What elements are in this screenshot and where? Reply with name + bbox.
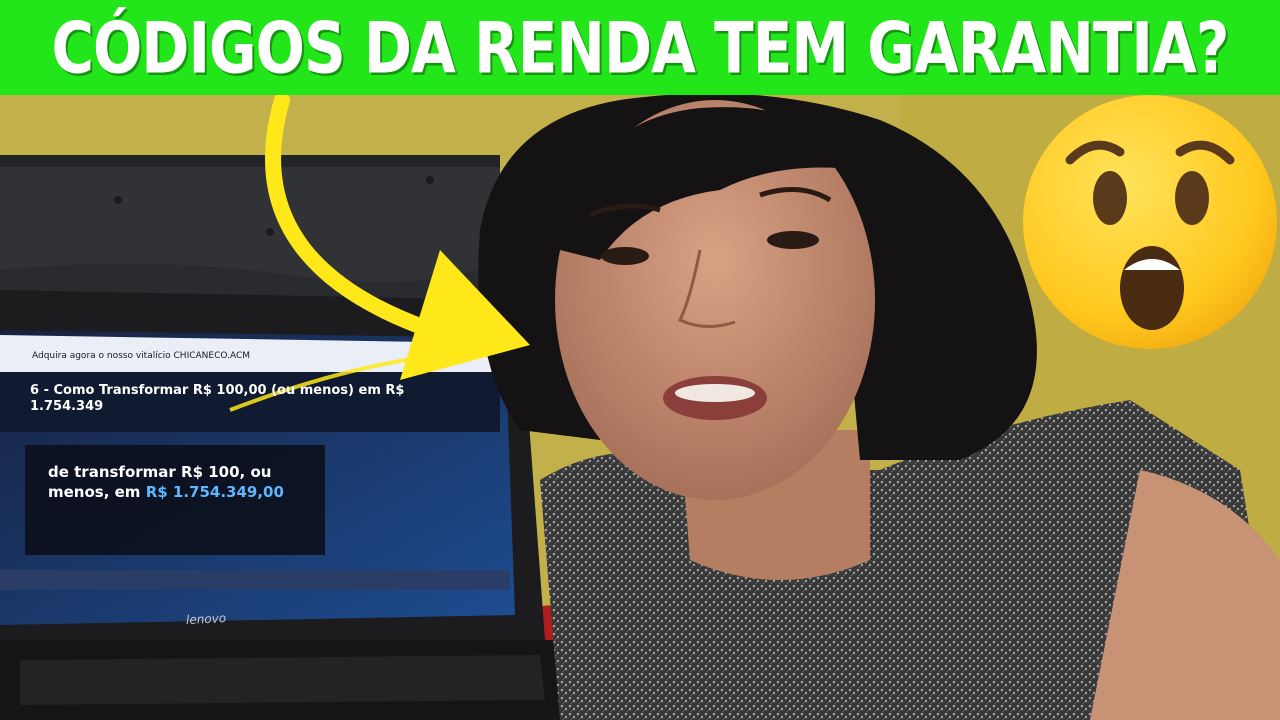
title-banner: [0, 0, 1280, 95]
laptop-notice-text: Adquira agora o nosso vitalício CHICANECO.ACM: [32, 351, 251, 361]
laptop-brand-logo: lenovo: [185, 610, 227, 628]
laptop-overlay-text: [48, 462, 318, 502]
laptop-course-title: 6 - Como Transformar R$ 100,00 (ou menos) em R$ 1.754.349: [30, 383, 405, 414]
banner-title: CÓDIGOS DA RENDA TEM GARANTIA?: [51, 6, 1229, 89]
sofa: [0, 155, 500, 315]
shocked-face-emoji: [1023, 95, 1277, 349]
overlay-amount: R$ 1.754.349,00: [145, 483, 284, 501]
overlay-line: de transformar R$ 100, ou menos, em: [48, 463, 272, 501]
